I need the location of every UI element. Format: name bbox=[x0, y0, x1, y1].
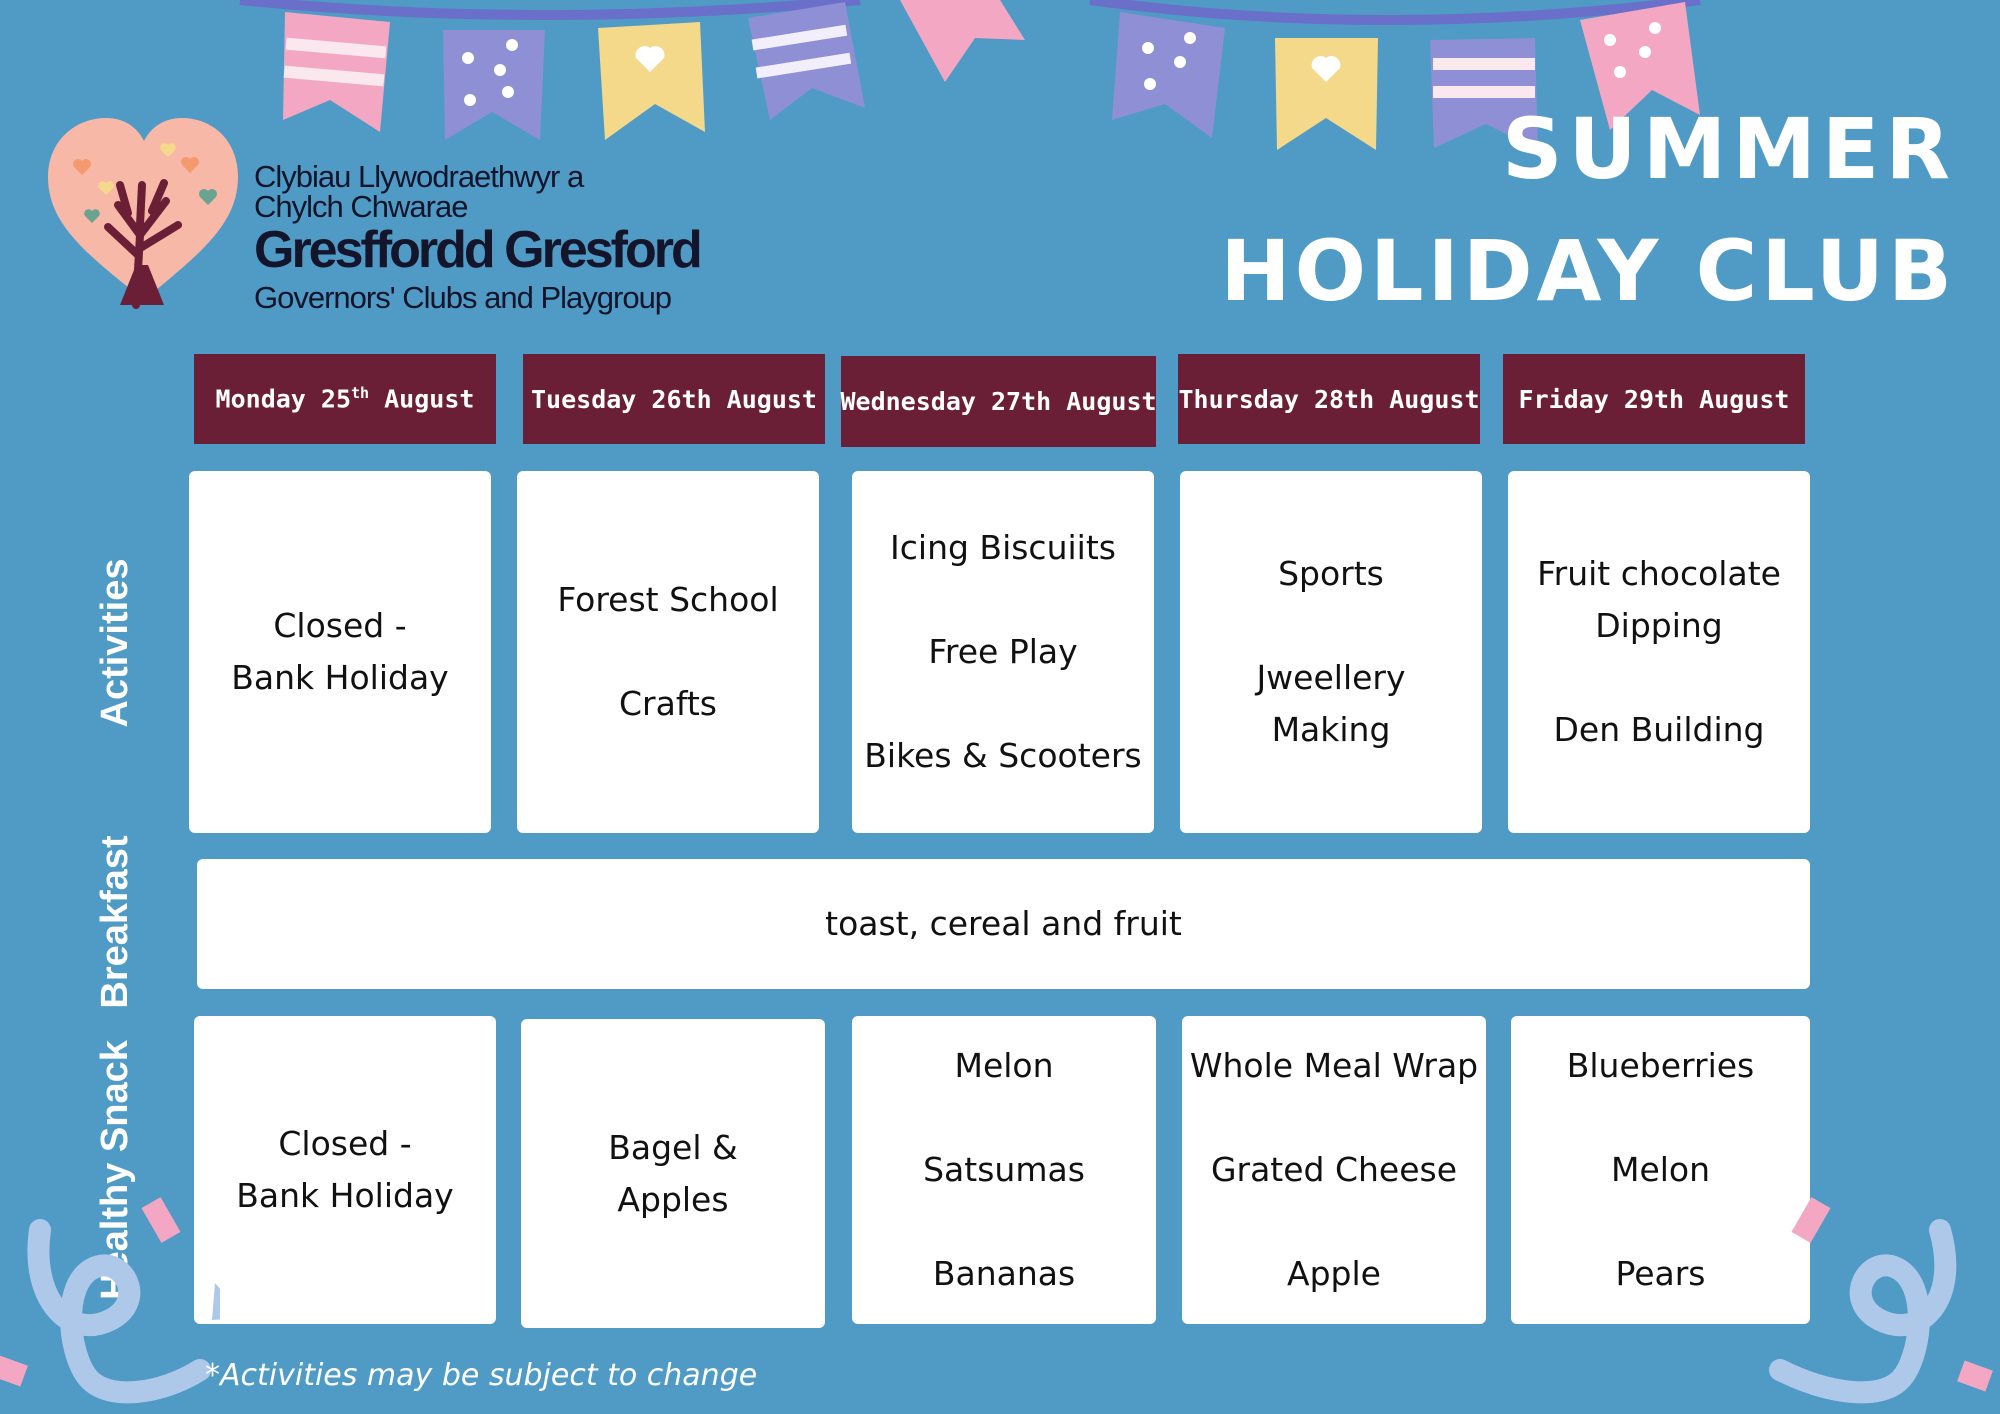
logo-welsh-line-2: Chylch Chwarae bbox=[254, 189, 468, 224]
day-header-monday-label: Monday 25th August bbox=[215, 384, 475, 414]
activity-line: Den Building bbox=[1553, 710, 1765, 749]
activity-card-thursday bbox=[1180, 471, 1482, 833]
club-logo bbox=[48, 115, 748, 315]
snack-line: Bank Holiday bbox=[236, 1176, 454, 1215]
activity-card-wednesday bbox=[852, 471, 1154, 833]
activity-line: Crafts bbox=[618, 684, 717, 723]
activity-line: Fruit chocolate bbox=[1537, 554, 1781, 593]
day-header-friday: Friday 29th August bbox=[1503, 354, 1805, 444]
snack-line: Melon bbox=[954, 1046, 1054, 1085]
activity-line: Closed - bbox=[273, 606, 407, 645]
activity-line: Icing Biscuiits bbox=[890, 528, 1116, 567]
title-line-1: SUMMER bbox=[1502, 100, 1956, 198]
snack-line: Bananas bbox=[932, 1254, 1076, 1293]
activity-line: Free Play bbox=[928, 632, 1078, 671]
activity-line: Forest School bbox=[557, 580, 779, 619]
snack-card-tuesday bbox=[521, 1019, 825, 1328]
day-header-wednesday: Wednesday 27th August bbox=[841, 356, 1156, 447]
activity-card-monday bbox=[189, 471, 491, 833]
heart-tree-icon bbox=[48, 115, 248, 315]
activity-line: Bank Holiday bbox=[231, 658, 449, 697]
snack-line: Blueberries bbox=[1566, 1046, 1755, 1085]
activity-line: Bikes & Scooters bbox=[864, 736, 1142, 775]
snack-line: Whole Meal Wrap bbox=[1189, 1046, 1479, 1085]
section-label-breakfast: Breakfast bbox=[94, 835, 136, 1009]
activity-line: Dipping bbox=[1595, 606, 1723, 645]
title-line-2: HOLIDAY CLUB bbox=[1220, 222, 1956, 320]
day-header-monday bbox=[194, 354, 496, 444]
activity-line: Sports bbox=[1278, 554, 1384, 593]
breakfast-card bbox=[197, 859, 1810, 989]
snack-line: Grated Cheese bbox=[1210, 1150, 1458, 1189]
day-header-tuesday: Tuesday 26th August bbox=[523, 354, 825, 444]
snack-line: Apple bbox=[1287, 1254, 1381, 1293]
snack-line: Pears bbox=[1615, 1254, 1706, 1293]
breakfast-text: toast, cereal and fruit bbox=[825, 904, 1182, 943]
logo-name: Gresffordd Gresford bbox=[254, 221, 700, 279]
snack-line: Satsumas bbox=[923, 1150, 1085, 1189]
snack-line: Bagel & bbox=[608, 1127, 738, 1167]
confetti-ribbon-left-decoration bbox=[0, 1190, 220, 1414]
snack-line: Melon bbox=[1610, 1150, 1711, 1189]
footnote: *Activities may be subject to change bbox=[205, 1358, 758, 1393]
logo-welsh-line-1: Clybiau Llywodraethwyr a bbox=[254, 159, 584, 194]
snack-line: Apples bbox=[617, 1179, 729, 1219]
section-label-healthy-snack: Healthy Snack bbox=[94, 1040, 136, 1300]
activity-card-friday bbox=[1508, 471, 1810, 833]
day-header-thursday: Thursday 28th August bbox=[1178, 354, 1480, 444]
activity-line: Jweellery bbox=[1256, 658, 1406, 697]
confetti-ribbon-right-decoration bbox=[1760, 1190, 2000, 1414]
snack-line: Closed - bbox=[278, 1124, 412, 1163]
snack-card-monday bbox=[194, 1016, 496, 1324]
logo-english-line: Governors' Clubs and Playgroup bbox=[254, 280, 672, 315]
activity-card-tuesday bbox=[517, 471, 819, 833]
snack-card-wednesday bbox=[852, 1016, 1156, 1324]
activity-line: Making bbox=[1271, 710, 1391, 749]
section-label-activities: Activities bbox=[94, 558, 136, 728]
snack-card-thursday bbox=[1182, 1016, 1486, 1324]
